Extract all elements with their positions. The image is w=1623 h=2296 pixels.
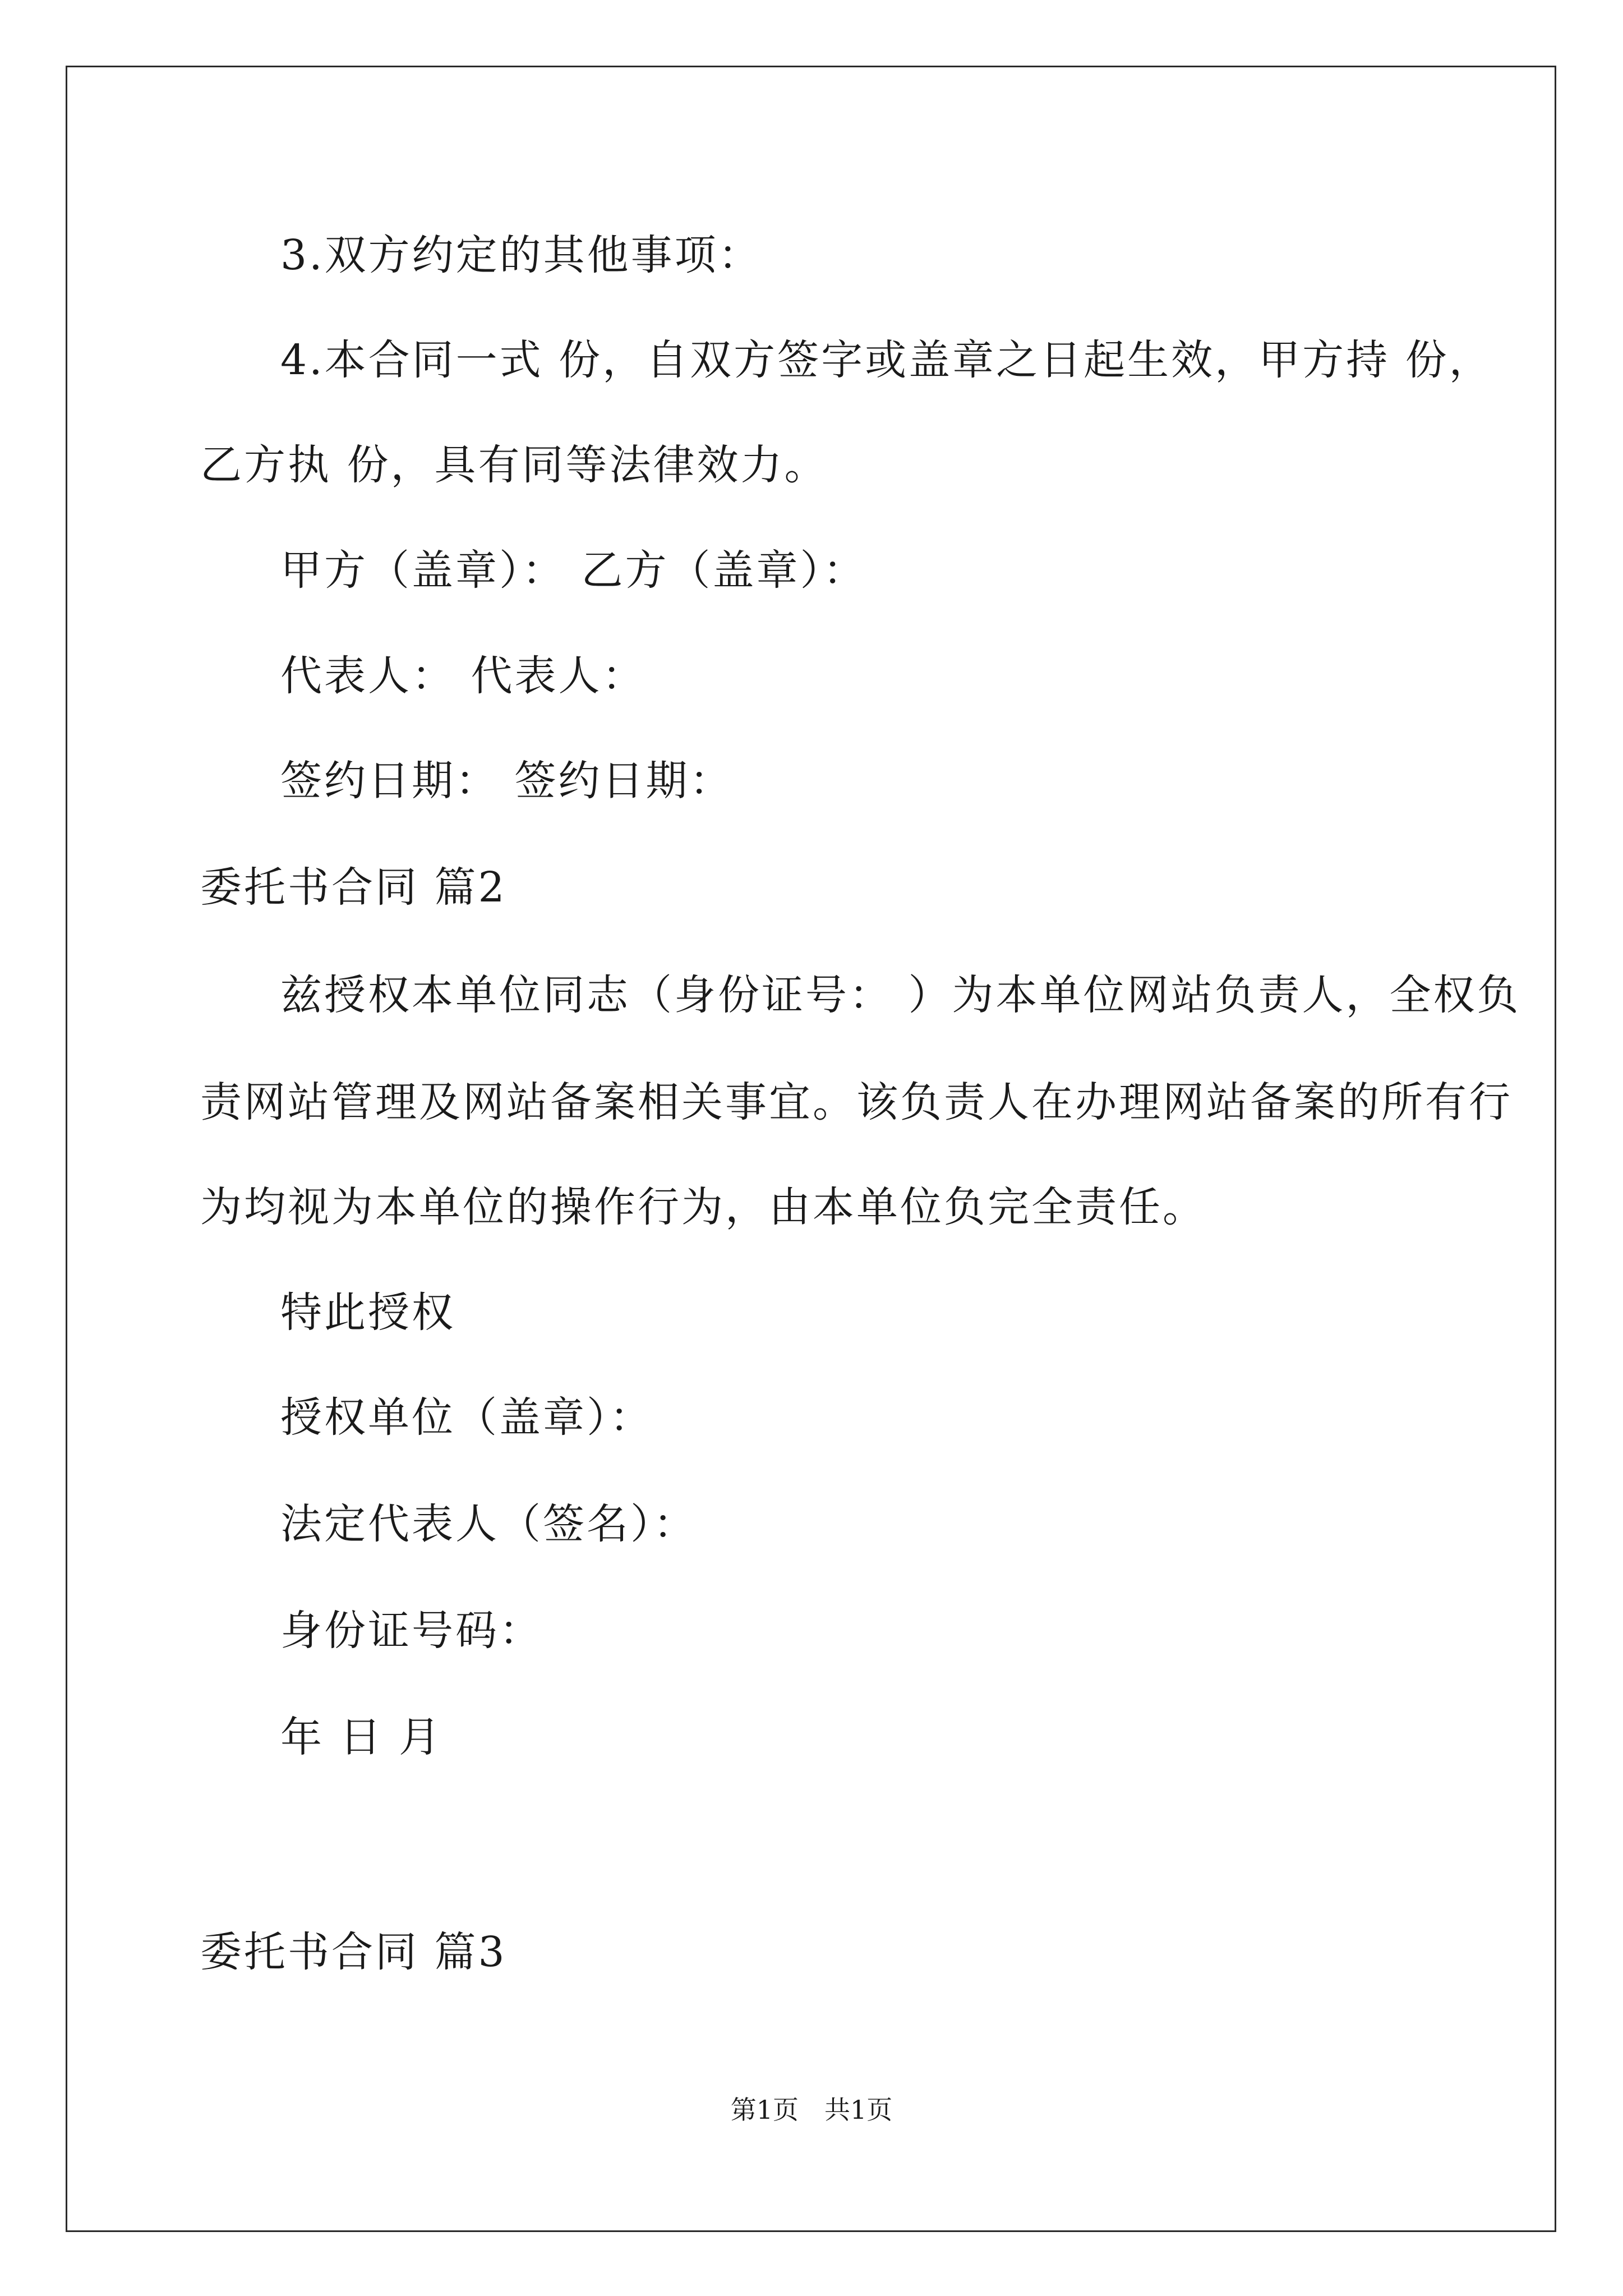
date-line: 年 日 月 bbox=[280, 1713, 443, 1761]
page-footer: 第1页 共1页 bbox=[730, 2095, 893, 2125]
authorization-para-line-2: 责网站管理及网站备案相关事宜。该负责人在办理网站备案的所有行 bbox=[200, 1078, 1513, 1126]
page-border bbox=[66, 66, 1556, 2232]
legal-representative-line: 法定代表人（签名）： bbox=[280, 1500, 697, 1548]
id-number-line: 身份证号码： bbox=[280, 1607, 543, 1655]
authorization-para-line-1: 兹授权本单位同志（身份证号： ）为本单位网站负责人，全权负 bbox=[280, 971, 1521, 1019]
special-authorization: 特此授权 bbox=[280, 1289, 455, 1337]
authorizing-unit-line: 授权单位（盖章）： bbox=[280, 1393, 653, 1442]
signing-date-line: 签约日期： 签约日期： bbox=[280, 757, 734, 805]
clause-4-line-1: 4.本合同一式 份，自双方签字或盖章之日起生效，甲方持 份， bbox=[280, 336, 1493, 384]
authorization-para-line-3: 为均视为本单位的操作行为，由本单位负完全责任。 bbox=[200, 1183, 1206, 1231]
clause-3: 3.双方约定的其他事项： bbox=[280, 231, 762, 279]
section-heading-2: 委托书合同 篇2 bbox=[200, 863, 507, 912]
representative-line: 代表人： 代表人： bbox=[280, 652, 646, 700]
section-heading-3: 委托书合同 篇3 bbox=[200, 1928, 507, 1976]
clause-4-line-2: 乙方执 份，具有同等法律效力。 bbox=[200, 441, 828, 489]
party-seal-line: 甲方（盖章）： 乙方（盖章）： bbox=[280, 546, 867, 595]
